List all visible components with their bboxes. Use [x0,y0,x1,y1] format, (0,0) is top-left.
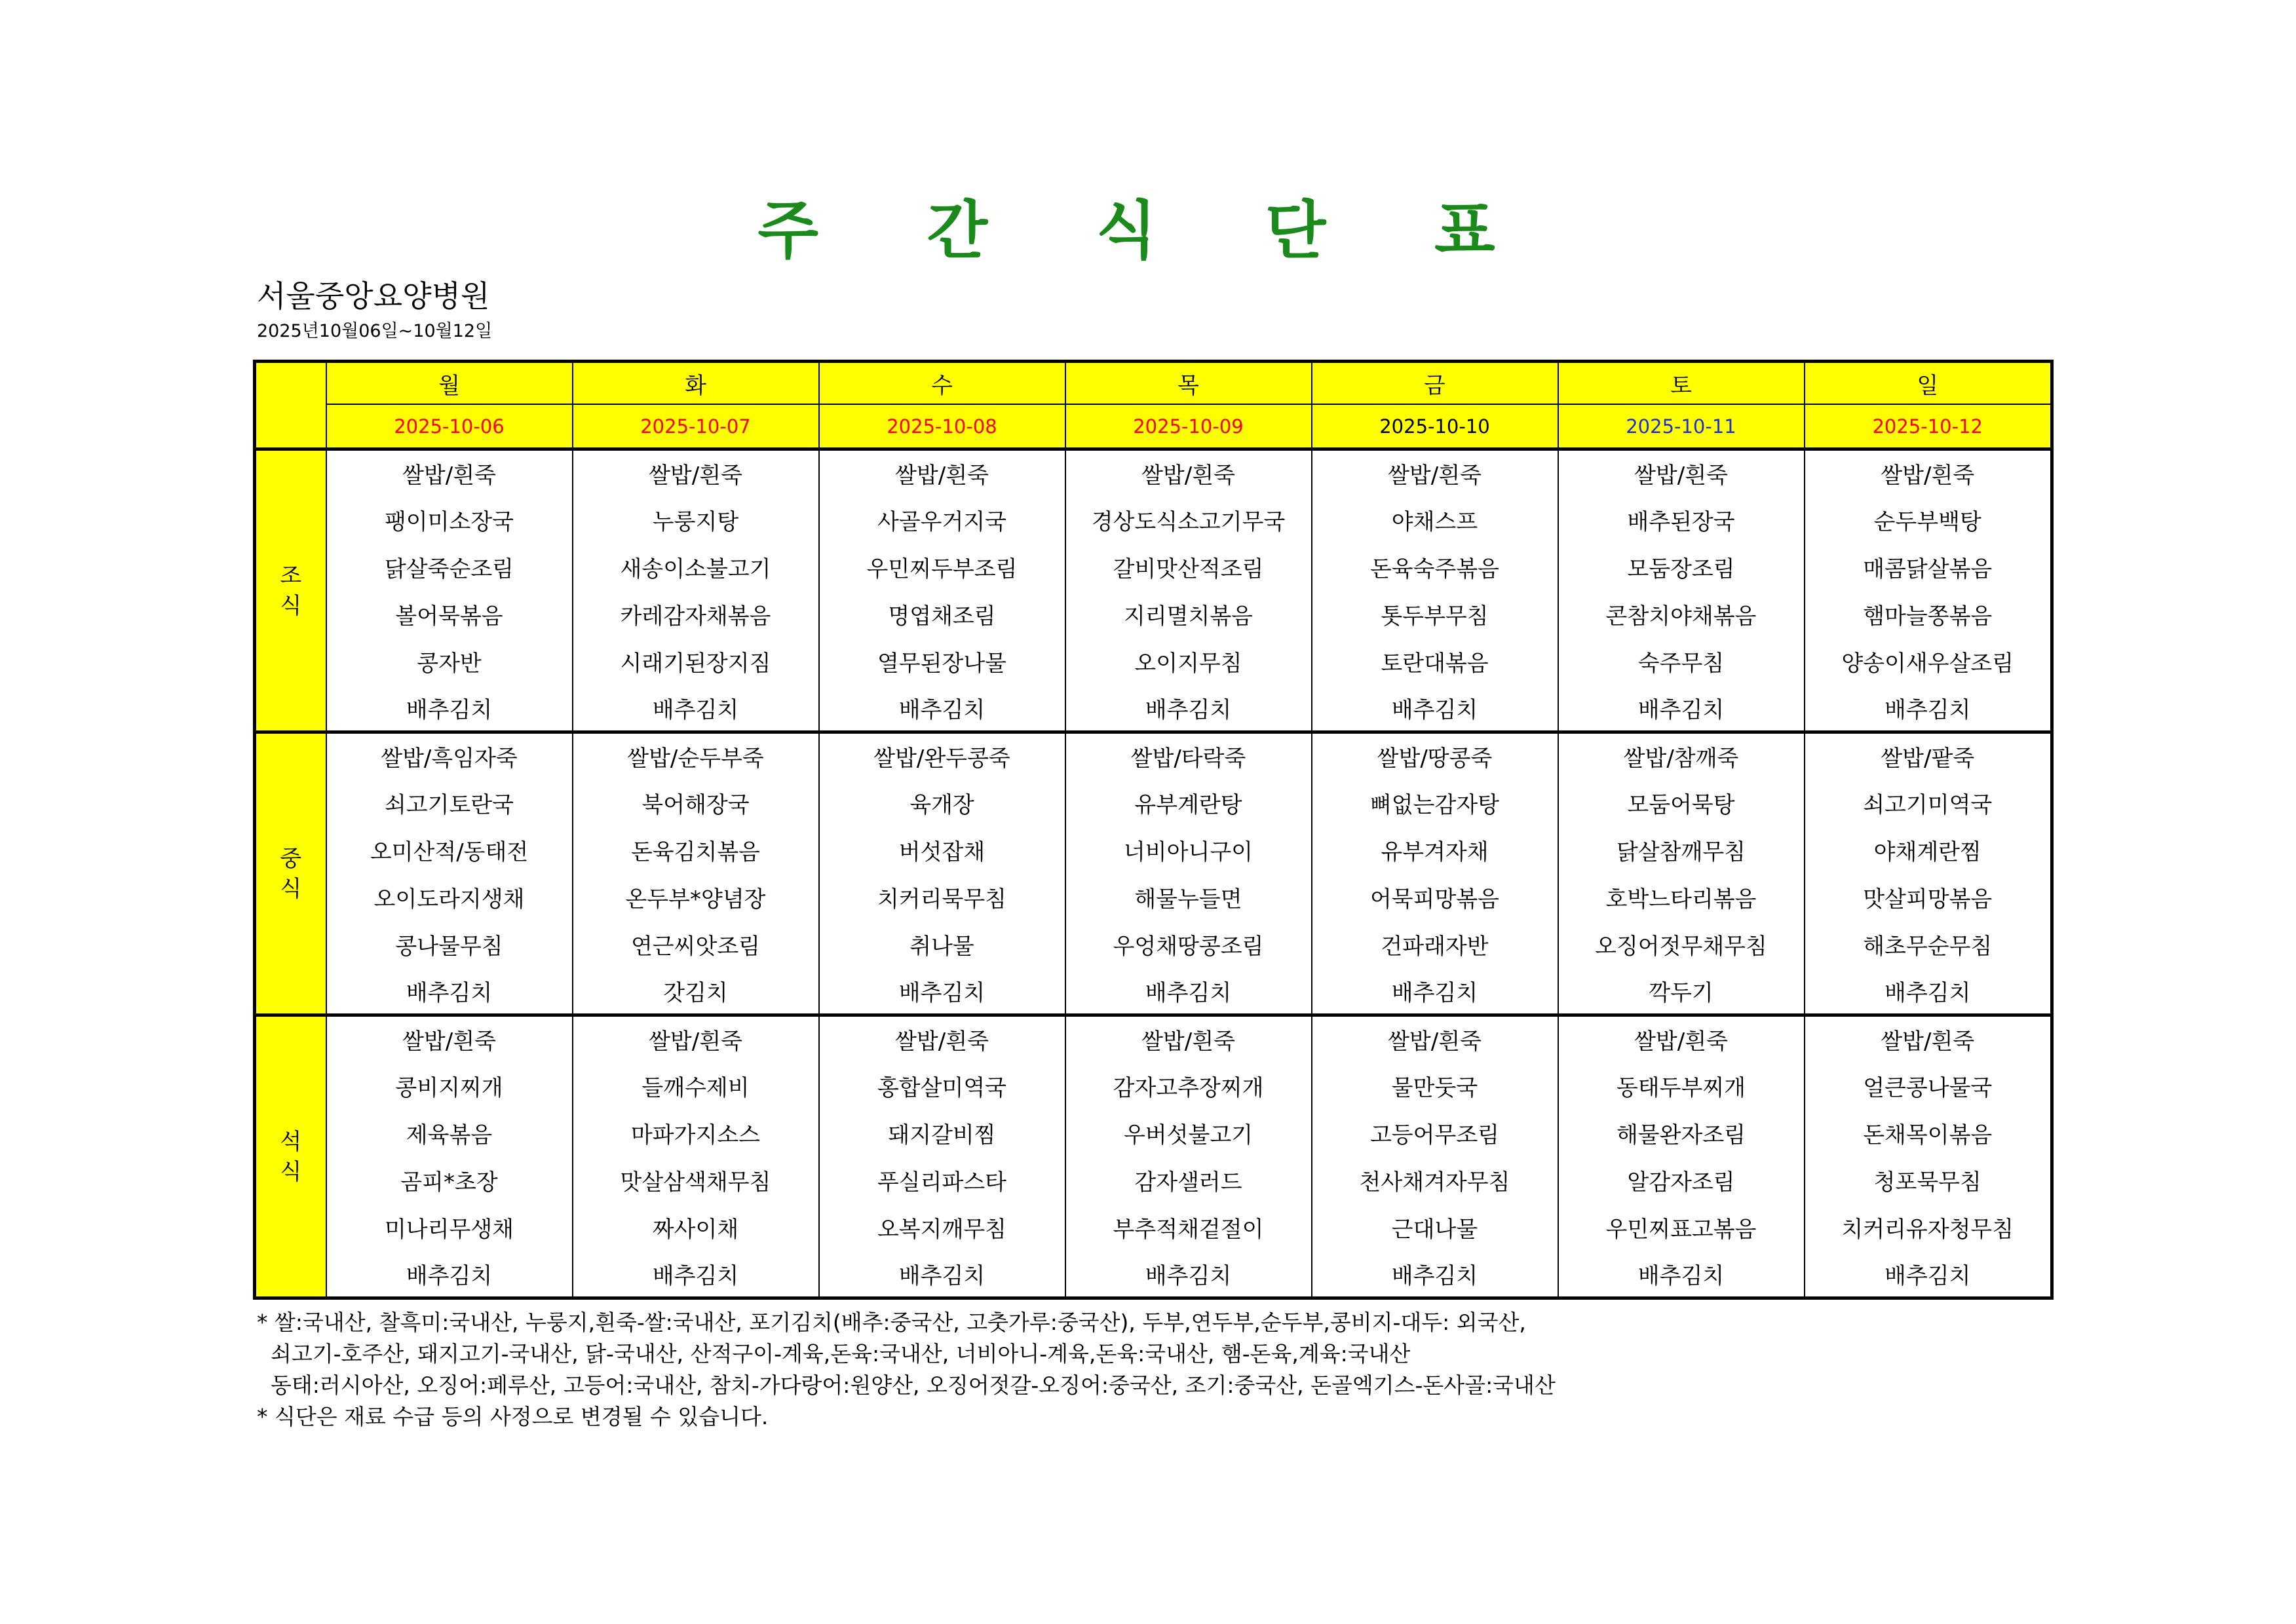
menu-item: 매콤닭살볶음 [1805,544,2052,591]
menu-item: 카레감자채볶음 [573,591,819,638]
menu-item: 푸실리파스타 [819,1157,1065,1204]
menu-item: 쌀밥/팥죽 [1805,732,2052,780]
menu-item: 우버섯불고기 [1065,1110,1312,1157]
menu-item: 우민찌두부조림 [819,544,1065,591]
menu-item: 청포묵무침 [1805,1157,2052,1204]
menu-item: 해물완자조림 [1558,1110,1805,1157]
menu-item: 천사채겨자무침 [1312,1157,1558,1204]
menu-item: 쌀밥/완두콩죽 [819,732,1065,780]
menu-item: 쌀밥/흰죽 [819,1015,1065,1063]
menu-item: 어묵피망볶음 [1312,874,1558,921]
menu-item: 쌀밥/흰죽 [1558,1015,1805,1063]
menu-item: 맛살피망볶음 [1805,874,2052,921]
menu-row [255,1251,2052,1298]
menu-item: 오미산적/동태전 [326,827,573,874]
menu-period: 2025년10월06일~10월12일 [257,321,493,341]
menu-item: 제육볶음 [326,1110,573,1157]
menu-item: 쌀밥/땅콩죽 [1312,732,1558,780]
menu-item: 배추김치 [1312,1251,1558,1298]
menu-item: 열무된장나물 [819,638,1065,685]
menu-item: 갓김치 [573,968,819,1015]
menu-item: 곰피*초장 [326,1157,573,1204]
menu-item: 깍두기 [1558,968,1805,1015]
day-date: 2025-10-06 [326,404,573,449]
menu-item: 돈채목이볶음 [1805,1110,2052,1157]
menu-item: 배추김치 [1312,685,1558,732]
menu-item: 배추김치 [819,968,1065,1015]
menu-row [255,1204,2052,1251]
date-header-row [255,404,2052,449]
menu-item: 콩비지찌개 [326,1063,573,1110]
menu-item: 부추적채겉절이 [1065,1204,1312,1251]
menu-item: 너비아니구이 [1065,827,1312,874]
menu-item: 오이도라지생채 [326,874,573,921]
menu-item: 유부겨자채 [1312,827,1558,874]
menu-item: 돈육김치볶음 [573,827,819,874]
menu-item: 알감자조림 [1558,1157,1805,1204]
menu-item: 시래기된장지짐 [573,638,819,685]
menu-item: 쌀밥/흑임자죽 [326,732,573,780]
day-header-row [255,362,2052,405]
note-line: * 식단은 재료 수급 등의 사정으로 변경될 수 있습니다. [257,1404,769,1429]
menu-item: 쌀밥/흰죽 [573,1015,819,1063]
menu-item: 해초무순무침 [1805,921,2052,968]
hospital-name: 서울중앙요양병원 [257,278,490,314]
menu-item: 볼어묵볶음 [326,591,573,638]
menu-item: 돼지갈비찜 [819,1110,1065,1157]
menu-row [255,780,2052,827]
menu-item: 우민찌표고볶음 [1558,1204,1805,1251]
day-name: 금 [1312,362,1558,405]
menu-item: 팽이미소장국 [326,497,573,544]
day-date: 2025-10-10 [1312,404,1558,449]
menu-item: 얼큰콩나물국 [1805,1063,2052,1110]
menu-item: 육개장 [819,780,1065,827]
menu-item: 쌀밥/타락죽 [1065,732,1312,780]
menu-item: 쌀밥/흰죽 [819,449,1065,497]
day-name: 수 [819,362,1065,405]
menu-row [255,1110,2052,1157]
menu-item: 들깨수제비 [573,1063,819,1110]
menu-item: 햄마늘쫑볶음 [1805,591,2052,638]
menu-item: 야채스프 [1312,497,1558,544]
menu-item: 오징어젓무채무침 [1558,921,1805,968]
meal-label [255,449,326,732]
menu-item: 배추김치 [819,685,1065,732]
meal-label-text: 석 식 [280,1128,302,1185]
menu-item: 물만둣국 [1312,1063,1558,1110]
day-name: 목 [1065,362,1312,405]
menu-row [255,921,2052,968]
menu-item: 뼈없는감자탕 [1312,780,1558,827]
menu-item: 토란대볶음 [1312,638,1558,685]
menu-item: 쌀밥/흰죽 [326,1015,573,1063]
menu-item: 건파래자반 [1312,921,1558,968]
menu-item: 배추김치 [1805,685,2052,732]
menu-item: 북어해장국 [573,780,819,827]
menu-item: 쌀밥/흰죽 [1312,449,1558,497]
menu-item: 배추김치 [1805,968,2052,1015]
day-date: 2025-10-07 [573,404,819,449]
menu-item: 배추김치 [1065,685,1312,732]
menu-row [255,827,2052,874]
day-name: 일 [1805,362,2052,405]
menu-item: 야채계란찜 [1805,827,2052,874]
menu-row [255,1157,2052,1204]
menu-row [255,1015,2052,1063]
menu-row [255,544,2052,591]
menu-item: 오이지무침 [1065,638,1312,685]
day-date: 2025-10-11 [1558,404,1805,449]
menu-item: 쌀밥/흰죽 [1312,1015,1558,1063]
menu-item: 배추김치 [819,1251,1065,1298]
menu-item: 온두부*양념장 [573,874,819,921]
menu-row [255,638,2052,685]
meal-label-text: 조 식 [280,562,302,619]
page-title: 주 간 식 단 표 [757,194,1539,267]
menu-item: 홍합살미역국 [819,1063,1065,1110]
origin-notes [257,1307,1556,1433]
day-date: 2025-10-09 [1065,404,1312,449]
header-corner [255,362,326,449]
menu-item: 쇠고기토란국 [326,780,573,827]
menu-item: 쌀밥/흰죽 [573,449,819,497]
menu-row [255,685,2052,732]
menu-item: 오복지깨무침 [819,1204,1065,1251]
menu-item: 배추된장국 [1558,497,1805,544]
note-line: 쇠고기-호주산, 돼지고기-국내산, 닭-국내산, 산적구이-계육,돈육:국내산, 너비아니-계육,돈육:국내산, 햄-돈육,계육:국내산 [257,1341,1411,1367]
menu-item: 배추김치 [1065,968,1312,1015]
note-line: 동태:러시아산, 오징어:페루산, 고등어:국내산, 참치-가다랑어:원양산, 오징어젓갈-오징어:중국산, 조기:중국산, 돈골엑기스-돈사골:국내산 [257,1372,1556,1398]
meal-label-text: 중 식 [280,845,302,902]
menu-item: 버섯잡채 [819,827,1065,874]
menu-item: 쌀밥/순두부죽 [573,732,819,780]
menu-item: 배추김치 [326,1251,573,1298]
day-name: 토 [1558,362,1805,405]
menu-item: 연근씨앗조림 [573,921,819,968]
menu-row [255,497,2052,544]
menu-item: 닭살죽순조림 [326,544,573,591]
menu-row [255,968,2052,1015]
menu-item: 숙주무침 [1558,638,1805,685]
menu-item: 양송이새우살조림 [1805,638,2052,685]
menu-item: 쌀밥/흰죽 [1805,1015,2052,1063]
menu-item: 돈육숙주볶음 [1312,544,1558,591]
menu-item: 쌀밥/참깨죽 [1558,732,1805,780]
menu-item: 지리멸치볶음 [1065,591,1312,638]
day-date: 2025-10-12 [1805,404,2052,449]
menu-item: 순두부백탕 [1805,497,2052,544]
menu-item: 배추김치 [1805,1251,2052,1298]
menu-item: 근대나물 [1312,1204,1558,1251]
menu-item: 쌀밥/흰죽 [1065,449,1312,497]
note-line: * 쌀:국내산, 찰흑미:국내산, 누룽지,흰죽-쌀:국내산, 포기김치(배추:중국산, 고춧가루:중국산), 두부,연두부,순두부,콩비지-대두: 외국산, [257,1310,1526,1335]
menu-item: 배추김치 [573,1251,819,1298]
day-name: 화 [573,362,819,405]
menu-item: 호박느타리볶음 [1558,874,1805,921]
menu-row [255,591,2052,638]
menu-item: 미나리무생채 [326,1204,573,1251]
menu-row [255,874,2052,921]
menu-item: 취나물 [819,921,1065,968]
weekly-menu-table [253,360,2054,1300]
menu-item: 배추김치 [1558,685,1805,732]
menu-item: 감자고추장찌개 [1065,1063,1312,1110]
menu-item: 배추김치 [1312,968,1558,1015]
menu-item: 배추김치 [1558,1251,1805,1298]
menu-item: 쇠고기미역국 [1805,780,2052,827]
menu-item: 새송이소불고기 [573,544,819,591]
menu-item: 콩자반 [326,638,573,685]
menu-row [255,1063,2052,1110]
menu-item: 맛살삼색채무침 [573,1157,819,1204]
menu-item: 쌀밥/흰죽 [1065,1015,1312,1063]
menu-item: 배추김치 [1065,1251,1312,1298]
meal-label [255,1015,326,1298]
menu-item: 쌀밥/흰죽 [1805,449,2052,497]
menu-item: 고등어무조림 [1312,1110,1558,1157]
menu-item: 치커리묵무침 [819,874,1065,921]
menu-row [255,732,2052,780]
day-name: 월 [326,362,573,405]
menu-item: 누룽지탕 [573,497,819,544]
menu-item: 모둠어묵탕 [1558,780,1805,827]
menu-item: 동태두부찌개 [1558,1063,1805,1110]
menu-item: 콘참치야채볶음 [1558,591,1805,638]
menu-item: 치커리유자청무침 [1805,1204,2052,1251]
menu-row [255,449,2052,497]
menu-item: 갈비맛산적조림 [1065,544,1312,591]
menu-item: 감자샐러드 [1065,1157,1312,1204]
menu-item: 경상도식소고기무국 [1065,497,1312,544]
menu-item: 우엉채땅콩조림 [1065,921,1312,968]
menu-item: 해물누들면 [1065,874,1312,921]
menu-item: 배추김치 [573,685,819,732]
menu-item: 톳두부무침 [1312,591,1558,638]
menu-item: 콩나물무침 [326,921,573,968]
menu-item: 배추김치 [326,685,573,732]
menu-item: 배추김치 [326,968,573,1015]
meal-label [255,732,326,1015]
menu-item: 사골우거지국 [819,497,1065,544]
menu-item: 쌀밥/흰죽 [1558,449,1805,497]
menu-item: 쌀밥/흰죽 [326,449,573,497]
menu-item: 짜사이채 [573,1204,819,1251]
menu-item: 닭살참깨무침 [1558,827,1805,874]
day-date: 2025-10-08 [819,404,1065,449]
menu-item: 명엽채조림 [819,591,1065,638]
menu-item: 모둠장조림 [1558,544,1805,591]
menu-item: 마파가지소스 [573,1110,819,1157]
menu-item: 유부계란탕 [1065,780,1312,827]
